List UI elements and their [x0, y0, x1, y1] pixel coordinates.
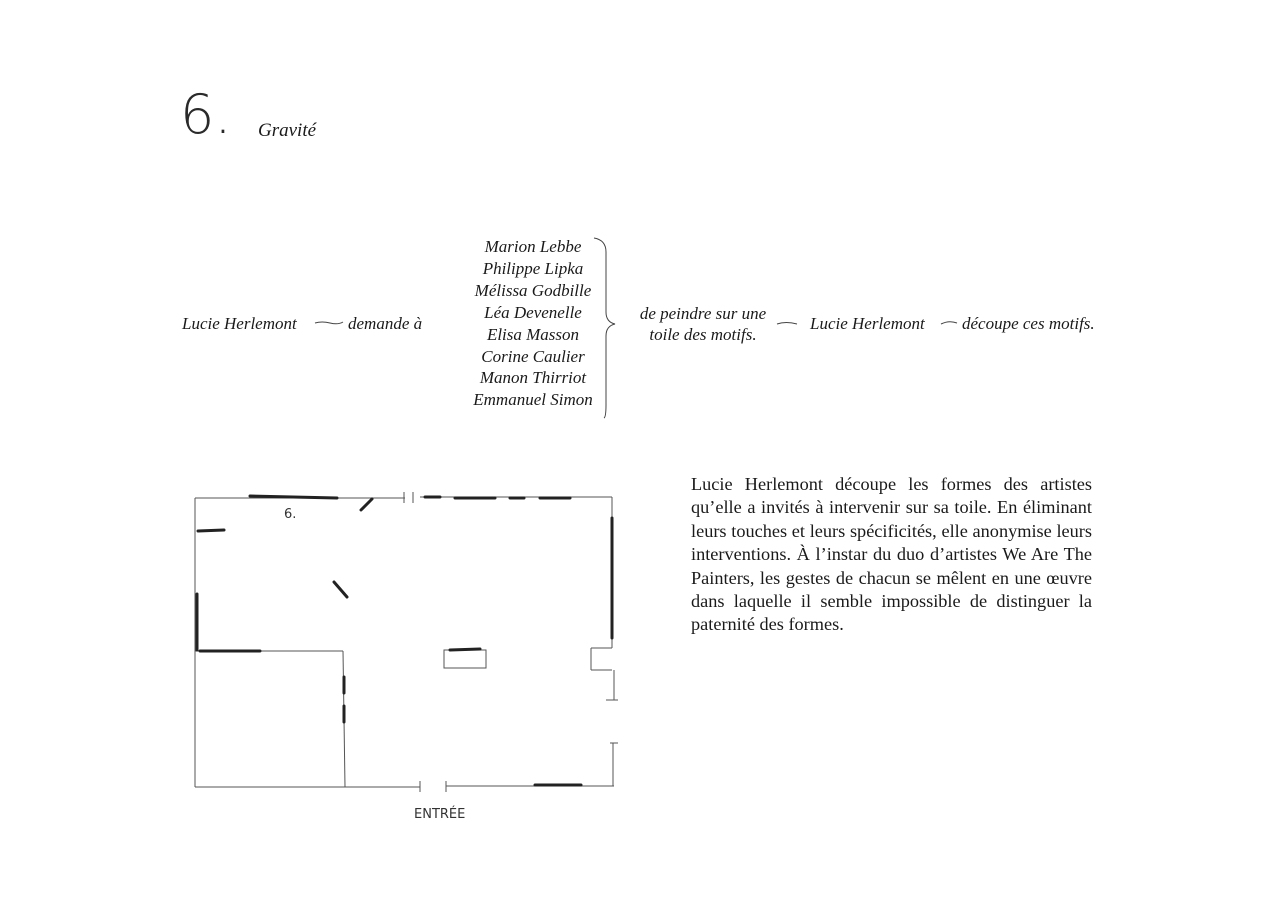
section-number: 6.	[180, 83, 232, 146]
description-paragraph: Lucie Herlemont découpe les formes des artistes qu’elle a invités à intervenir sur sa toile. En éliminant leurs touches et leurs spécificités, elle anonymise leurs interventions. À l’instar du duo d’artistes We Are The Painters, les gestes de chacun se mêlent en une œuvre dans laquelle il semble impossible de distinguer la paternité des formes.	[691, 474, 1092, 635]
list-item: Léa Devenelle	[484, 302, 582, 322]
section-title: Gravité	[258, 120, 317, 141]
list-item: Emmanuel Simon	[473, 390, 593, 410]
flow-task-line1: de peindre sur une	[639, 304, 767, 323]
flow-artist: Lucie Herlemont	[182, 314, 297, 333]
entrance-label: ENTRÉE	[414, 807, 466, 822]
flow-asks: demande à	[348, 314, 423, 333]
flow-result: découpe ces motifs.	[962, 314, 1095, 333]
list-item: Corine Caulier	[481, 346, 585, 366]
list-item: Elisa Masson	[486, 324, 580, 344]
room-label: 6.	[284, 507, 297, 522]
list-item: Manon Thirriot	[479, 368, 587, 388]
list-item: Mélissa Godbille	[474, 280, 592, 300]
list-item: Philippe Lipka	[482, 258, 584, 278]
flow-artist-again: Lucie Herlemont	[810, 314, 925, 333]
list-item: Marion Lebbe	[484, 237, 582, 256]
flow-task-line2: toile des motifs.	[649, 325, 757, 344]
